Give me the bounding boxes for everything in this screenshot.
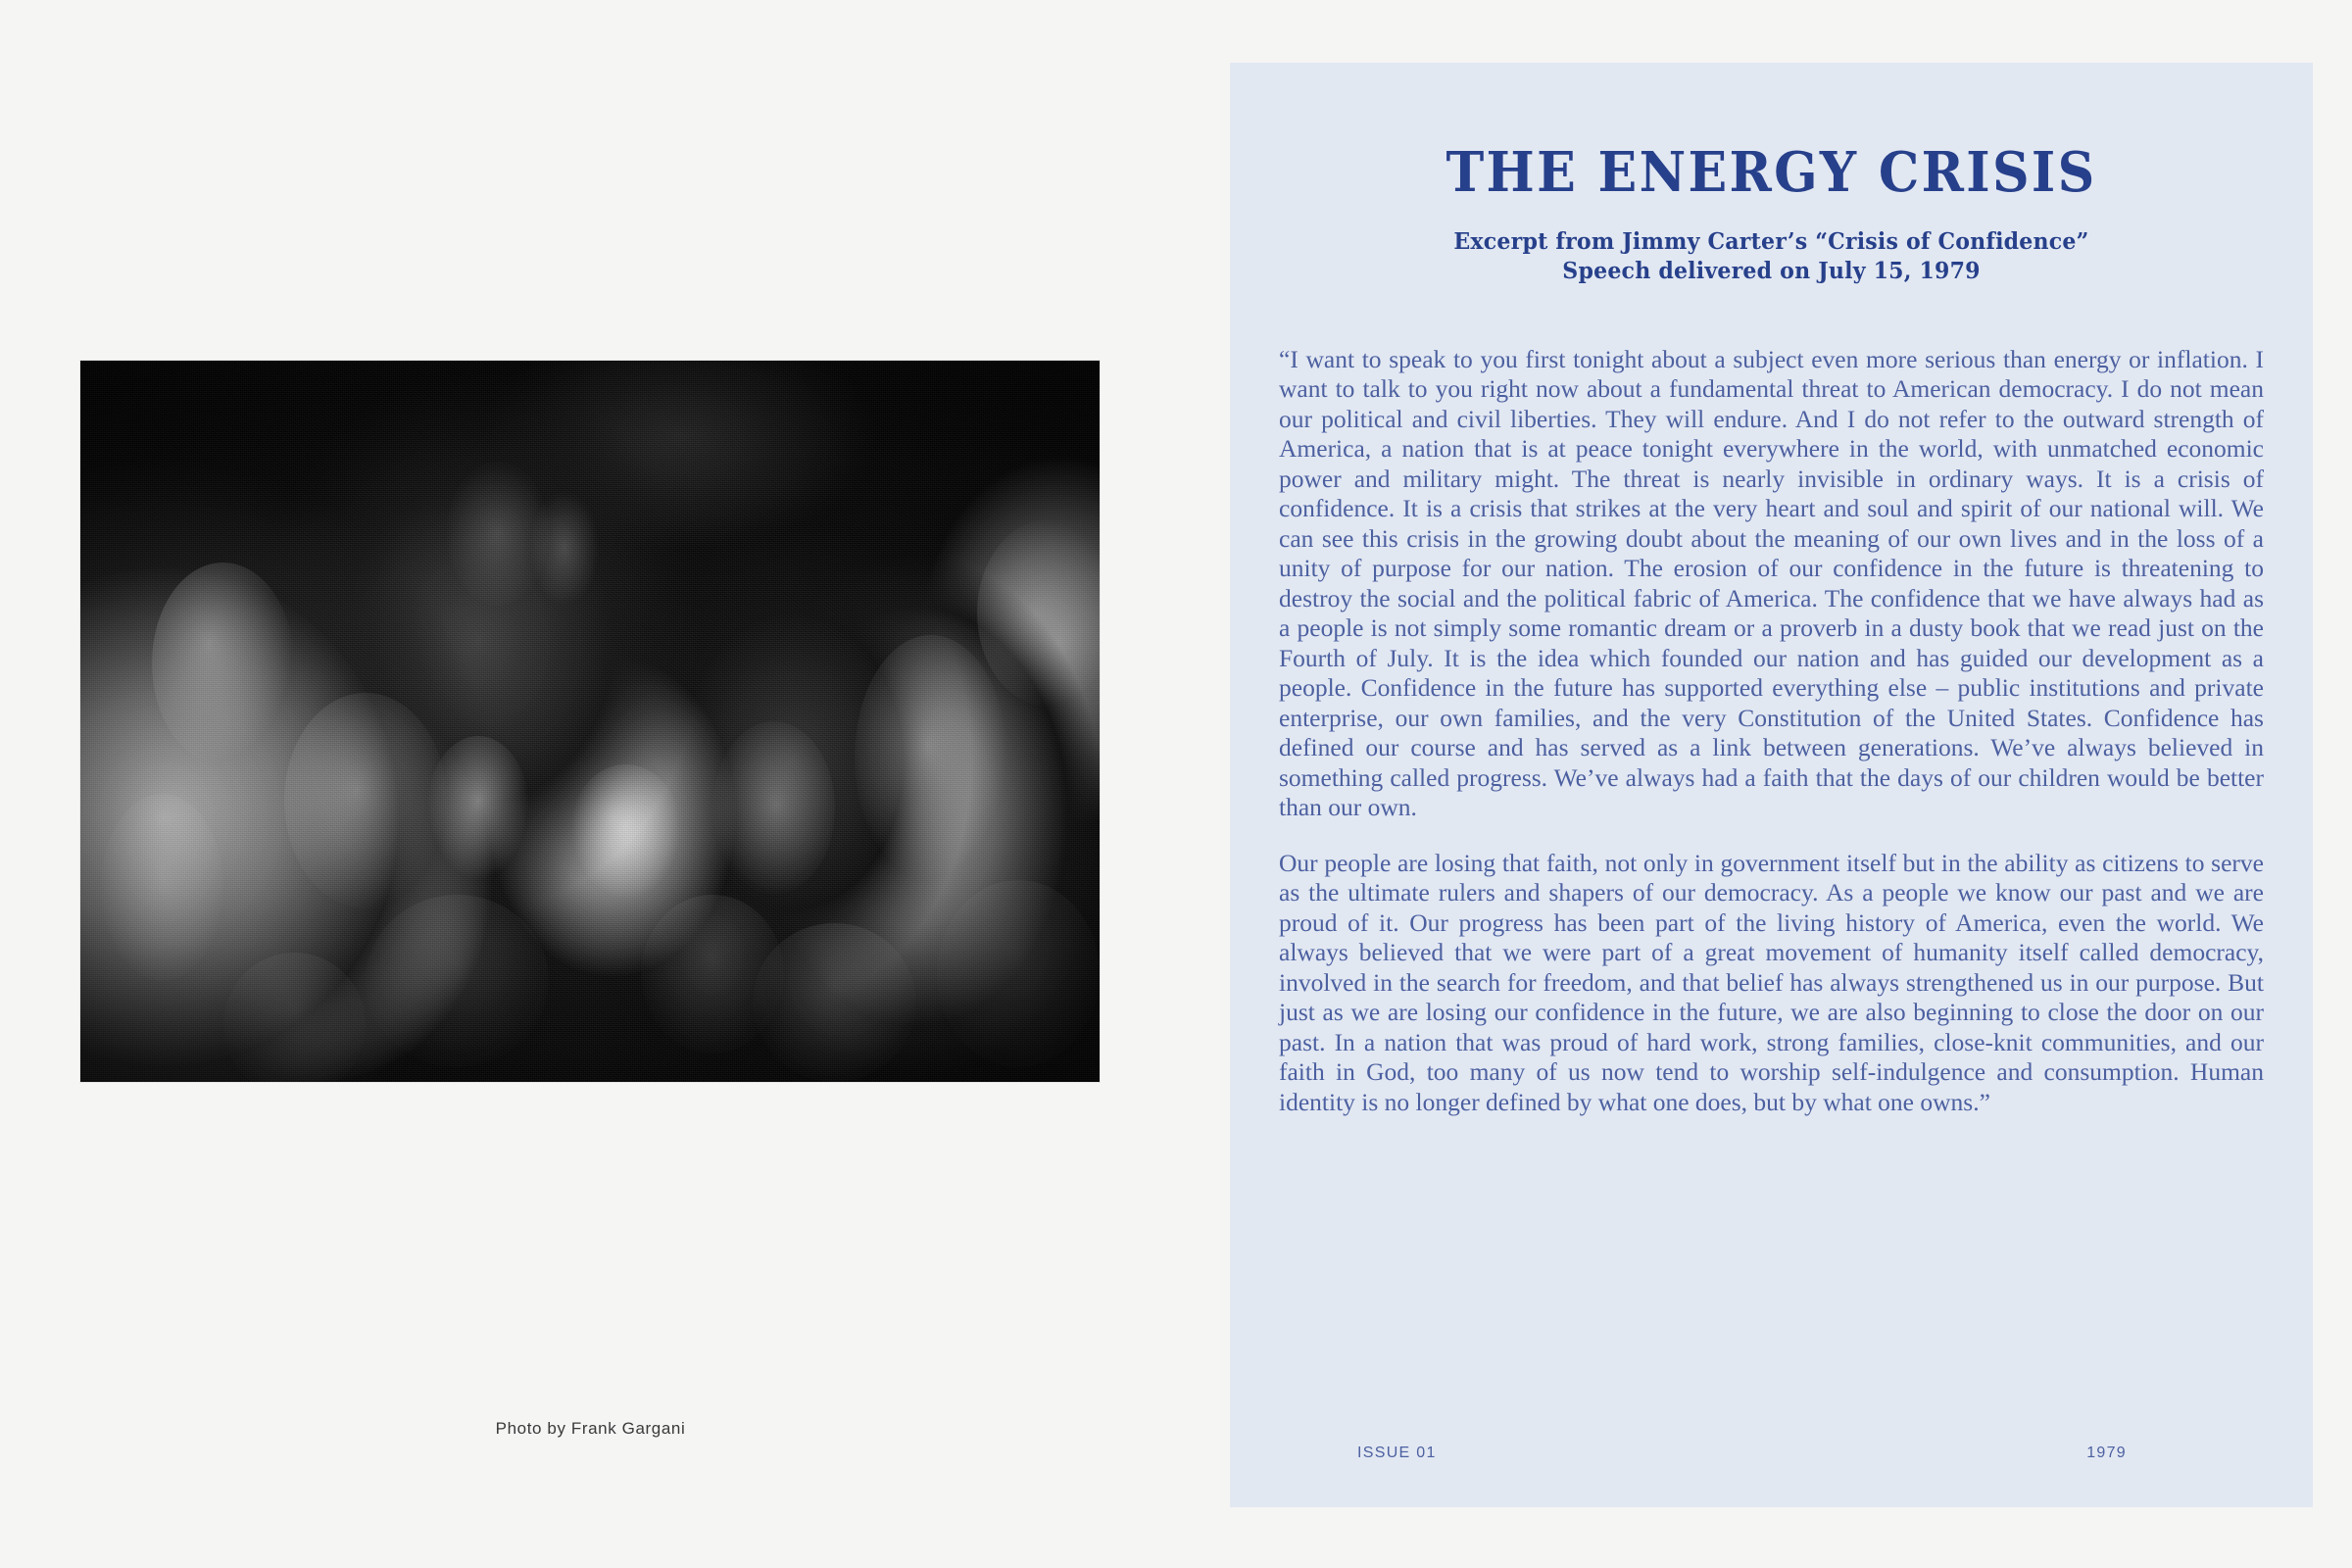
- article-title: THE ENERGY CRISIS: [1446, 140, 2097, 205]
- article-body: [1279, 286, 2264, 1118]
- article-paragraph: “I want to speak to you first tonight about a subject even more serious than energy or inflation. I want to talk to you right now about a fundamental threat to American democracy. I do not mean our political and civil liberties. They will endure. And I do not refer to the outward strength of America, a nation that is at peace tonight everywhere in the world, with unmatched economic power and military might. The threat is nearly invisible in ordinary ways. It is a crisis of confidence. It is a crisis that strikes at the very heart and soul and spirit of our national will. We can see this crisis in the growing doubt about the meaning of our own lives and in the loss of a unity of purpose for our nation. The erosion of our confidence in the future is threatening to destroy the social and the political fabric of America. The confidence that we have always had as a people is not simply some romantic dream or a proverb in a dusty book that we read just on the Fourth of July. It is the idea which founded our nation and has guided our development as a people. Confidence in the future has supported everything else – public institutions and private enterprise, our own families, and the very Constitution of the United States. Confidence has defined our course and has served as a link between generations. We’ve always believed in something called progress. We’ve always had a faith that the days of our children would be better than our own.: [1279, 344, 2264, 822]
- footer-year-label: 1979: [2086, 1445, 2127, 1461]
- article-subtitle: [1298, 200, 2244, 286]
- photo-credit-caption: Photo by Frank Gargani: [495, 1419, 686, 1438]
- article-subtitle-line-2: Speech delivered on July 15, 1979: [1562, 257, 1981, 284]
- photograph: [80, 361, 1100, 1082]
- article-content: [1279, 63, 2264, 1507]
- article-footer: [1279, 1445, 2264, 1462]
- article-paragraph: Our people are losing that faith, not only in government itself but in the ability as citizens to serve as the ultimate rulers and shapers of our democracy. As a people we know our past and we are proud of it. Our progress has been part of the living history of America, even the world. We always believed that we were part of a great movement of humanity itself called democracy, involved in the search for freedom, and that belief has always strengthened us in our purpose. But just as we are losing our confidence in the future, we are also beginning to close the door on our past. In a nation that was proud of hard work, strong families, close-knit communities, and our faith in God, too many of us now tend to worship self-indulgence and consumption. Human identity is no longer defined by what one does, but by what one owns.”: [1279, 848, 2264, 1116]
- photograph-image: [80, 361, 1100, 1082]
- footer-issue-label: ISSUE 01: [1357, 1445, 1437, 1461]
- article-subtitle-line-1: Excerpt from Jimmy Carter’s “Crisis of Confidence”: [1453, 228, 2089, 255]
- article-panel: [1230, 63, 2313, 1507]
